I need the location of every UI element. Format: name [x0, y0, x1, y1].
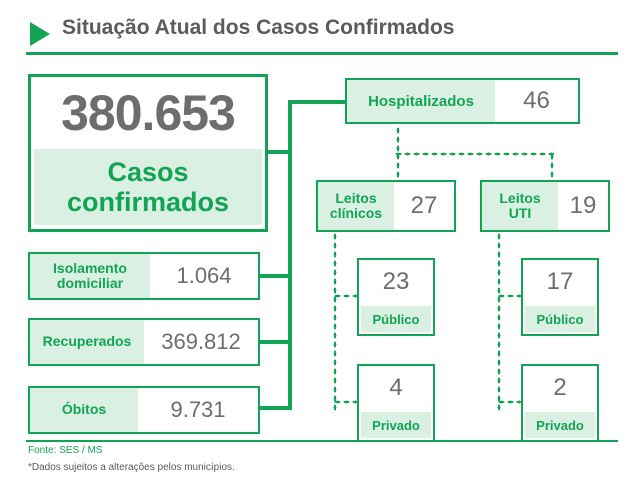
row-obitos	[28, 386, 260, 434]
header	[26, 14, 618, 58]
row-isolamento-label-line1: Isolamento	[53, 259, 127, 276]
dotted-spine-clinicos	[333, 232, 337, 412]
hospitalizados-label: Hospitalizados	[347, 80, 495, 122]
row-recuperados-value: 369.812	[144, 320, 258, 364]
leitos-uti-privado-card	[521, 364, 599, 442]
leitos-clinicos-label-line1: Leitos	[335, 189, 377, 206]
dotted-connector-to-leitos-clinicos	[396, 152, 400, 182]
leitos-uti-publico-card	[521, 258, 599, 336]
connector-obitos-to-spine	[260, 406, 292, 410]
footer-note: *Dados sujeitos a alterações pelos municípios.	[28, 462, 235, 473]
leitos-uti-value: 19	[558, 182, 608, 230]
footer-divider	[26, 440, 618, 442]
total-label-line2: confirmados	[66, 187, 230, 217]
leitos-clinicos-privado-value: 4	[389, 374, 403, 401]
row-obitos-value: 9.731	[138, 388, 258, 432]
row-obitos-label: Óbitos	[30, 388, 138, 432]
connector-isolamento-to-spine	[260, 274, 292, 278]
leitos-clinicos-label-line2: clínicos	[329, 205, 383, 221]
total-confirmed-card	[28, 74, 268, 232]
connector-spine-to-hospitalizados	[288, 100, 346, 104]
leitos-uti-card	[480, 180, 610, 232]
play-triangle-icon	[30, 22, 50, 46]
leitos-clinicos-privado-card	[357, 364, 435, 442]
row-isolamento-domiciliar	[28, 252, 260, 300]
leitos-uti-label-line1: Leitos	[499, 189, 541, 206]
leitos-uti-publico-label: Público	[525, 306, 595, 332]
total-label-line1: Casos	[107, 156, 189, 187]
leitos-clinicos-label	[318, 182, 394, 230]
row-recuperados	[28, 318, 260, 366]
leitos-clinicos-privado-label: Privado	[361, 412, 431, 438]
dotted-connector-hosp-horizontal	[394, 152, 554, 156]
page-title: Situação Atual dos Casos Confirmados	[62, 16, 455, 39]
footer-source: Fonte: SES / MS	[28, 445, 103, 456]
connector-recuperados-to-spine	[260, 340, 292, 344]
leitos-uti-publico-value: 17	[546, 268, 574, 295]
leitos-uti-privado-value: 2	[553, 374, 567, 401]
leitos-clinicos-publico-value: 23	[382, 268, 410, 295]
leitos-clinicos-publico-label: Público	[361, 306, 431, 332]
total-confirmed-label	[34, 149, 262, 225]
row-isolamento-label-line2: domiciliar	[56, 275, 124, 291]
connector-vertical-spine	[288, 100, 292, 406]
row-recuperados-label: Recuperados	[30, 320, 144, 364]
leitos-uti-label-line2: UTI	[508, 205, 532, 221]
leitos-clinicos-card	[316, 180, 456, 232]
hospitalizados-value: 46	[495, 80, 578, 122]
leitos-clinicos-publico-card	[357, 258, 435, 336]
dotted-spine-uti	[497, 232, 501, 412]
dotted-connector-to-leitos-uti	[550, 152, 554, 182]
header-divider	[26, 52, 618, 55]
leitos-clinicos-value: 27	[394, 182, 454, 230]
row-isolamento-value: 1.064	[150, 254, 258, 298]
leitos-uti-label	[482, 182, 558, 230]
hospitalizados-card	[345, 78, 580, 124]
leitos-uti-privado-label: Privado	[525, 412, 595, 438]
total-confirmed-value: 380.653	[61, 85, 235, 141]
row-isolamento-label	[30, 254, 150, 298]
